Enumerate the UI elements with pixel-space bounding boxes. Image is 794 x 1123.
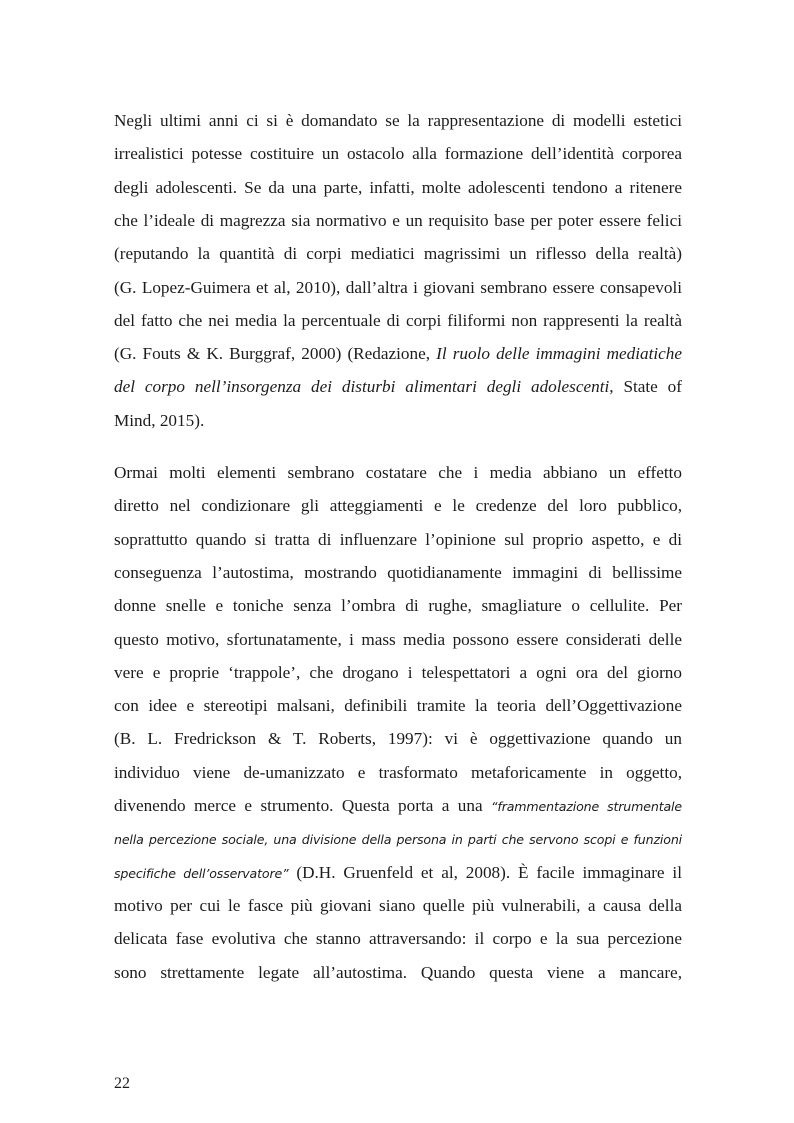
text-segment: con idee e stereotipi malsani, definibili tramite la teoria dell’Oggettivazione bbox=[114, 696, 682, 716]
text-segment: motivo per cui le fasce più giovani siano quelle più vulnerabili, a causa della bbox=[114, 895, 682, 915]
text-line bbox=[114, 693, 682, 719]
text-line bbox=[114, 893, 682, 919]
text-segment: conseguenza l’autostima, mostrando quotidianamente immagini di bellissime bbox=[114, 562, 682, 582]
text-line bbox=[114, 960, 682, 986]
text-line bbox=[114, 527, 682, 553]
text-line bbox=[114, 926, 682, 952]
text-segment: divenendo merce e strumento. Questa porta a una bbox=[114, 796, 492, 815]
text-line bbox=[114, 660, 682, 686]
text-segment: Negli ultimi anni ci si è domandato se la rappresentazione di modelli estetici bbox=[114, 111, 682, 130]
text-line bbox=[114, 793, 682, 819]
text-segment: delicata fase evolutiva che stanno attraversando: il corpo e la sua percezione bbox=[114, 929, 682, 949]
text-segment-it: del corpo nell’insorgenza dei disturbi alimentari degli adolescenti bbox=[114, 377, 610, 397]
text-segment: questo motivo, sfortunatamente, i mass media possono essere considerati delle bbox=[114, 629, 682, 649]
text-line bbox=[114, 860, 682, 886]
text-segment: (B. L. Fredrickson & T. Roberts, 1997): vi è oggettivazione quando un bbox=[114, 729, 682, 749]
text-line bbox=[114, 560, 682, 586]
text-segment: (G. Lopez-Guimera et al, 2010), dall’altra i giovani sembrano essere consapevoli bbox=[114, 277, 682, 297]
text-line bbox=[114, 627, 682, 653]
text-segment: del fatto che nei media la percentuale di corpi filiformi non rappresenti la realtà bbox=[114, 310, 682, 330]
text-line bbox=[114, 760, 682, 786]
text-segment: irrealistici potesse costituire un ostacolo alla formazione dell’identità corporea bbox=[114, 144, 682, 164]
text-line bbox=[114, 726, 682, 752]
text-segment: Mind, 2015). bbox=[114, 410, 205, 430]
text-line bbox=[114, 593, 682, 619]
text-segment: donne snelle e toniche senza l’ombra di rughe, smagliature o cellulite. Per bbox=[114, 596, 682, 616]
text-segment: (G. Fouts & K. Burggraf, 2000) (Redazione, bbox=[114, 344, 437, 364]
text-segment: soprattutto quando si tratta di influenzare l’opinione sul proprio aspetto, e di bbox=[114, 529, 682, 549]
text-segment-quote: nella percezione sociale, una divisione della persona in parti che servono scopi e funzioni bbox=[114, 832, 682, 848]
text-segment: degli adolescenti. Se da una parte, infatti, molte adolescenti tendono a ritenere bbox=[114, 177, 682, 197]
text-segment-quote: specifiche dell’osservatore” bbox=[114, 865, 289, 881]
page-number: 22 bbox=[114, 1075, 130, 1092]
text-line bbox=[114, 241, 682, 267]
text-segment: vere e proprie ‘trappole’, che drogano i telespettatori a ogni ora del giorno bbox=[114, 662, 682, 682]
text-line bbox=[114, 141, 682, 167]
text-line bbox=[114, 408, 682, 434]
text-line bbox=[114, 175, 682, 201]
text-segment-it: Il ruolo delle immagini mediatiche bbox=[436, 344, 683, 364]
text-segment: (D.H. Gruenfeld et al, 2008). È facile immaginare il bbox=[288, 862, 682, 882]
text-line bbox=[114, 108, 682, 134]
text-line bbox=[114, 493, 682, 519]
text-line bbox=[114, 275, 682, 301]
text-segment: individuo viene de-umanizzato e trasformato metaforicamente in oggetto, bbox=[114, 762, 682, 782]
text-line bbox=[114, 208, 682, 234]
text-line bbox=[114, 341, 682, 367]
text-segment: diretto nel condizionare gli atteggiamenti e le credenze del loro pubblico, bbox=[114, 496, 682, 516]
text-segment: (reputando la quantità di corpi mediatici magrissimi un riflesso della realtà) bbox=[114, 244, 682, 264]
text-segment: sono strettamente legate all’autostima. Quando questa viene a mancare, bbox=[114, 962, 682, 982]
text-segment: Ormai molti elementi sembrano costatare che i media abbiano un effetto bbox=[114, 463, 682, 482]
text-segment-quote: “frammentazione strumentale bbox=[491, 799, 682, 814]
text-segment: che l’ideale di magrezza sia normativo e un requisito base per poter essere felici bbox=[114, 210, 682, 230]
text-line bbox=[114, 374, 682, 400]
text-segment: , State of bbox=[609, 377, 682, 397]
text-line bbox=[114, 826, 682, 852]
text-line bbox=[114, 460, 682, 486]
text-line bbox=[114, 308, 682, 334]
